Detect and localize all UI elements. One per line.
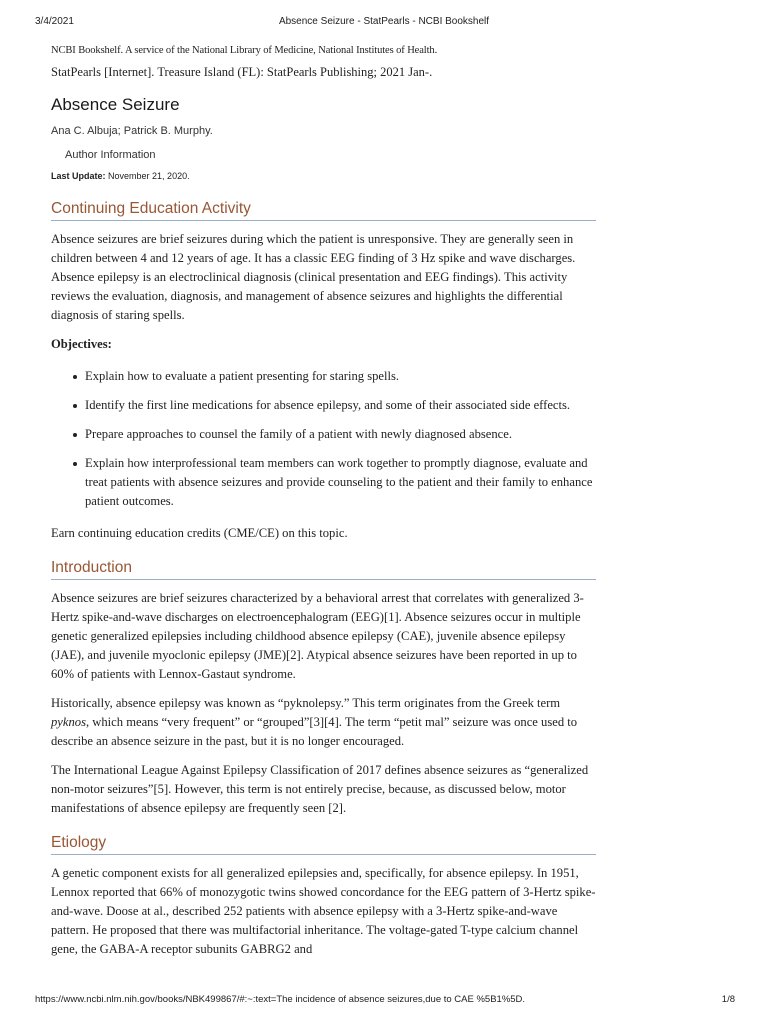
objectives-list bbox=[51, 367, 596, 511]
author-information-link[interactable]: Author Information bbox=[65, 149, 156, 161]
print-header bbox=[0, 16, 768, 30]
intro-paragraph-1: Absence seizures are brief seizures characterized by a behavioral arrest that correlates with generalized 3-Hertz spike-and-wave discharges on electroencephalogram (EEG)[1]. Absence seizures occur in multiple genetic generalized epilepsies including childhood absence epilepsy (CAE), juvenile absence epilepsy (JAE), and juvenile myoclonic epilepsy (JME)[2]. Atypical absence seizures have been reported in up to 60% of patients with Lennox-Gastaut syndrome. bbox=[51, 591, 584, 681]
document-content bbox=[51, 44, 596, 959]
intro-p2-end: , which means “very frequent” or “grouped”[3][4]. The term “petit mal” seizure was once used to describe an absence seizure in the past, but it is no longer encouraged. bbox=[51, 715, 578, 748]
citation-line: StatPearls [Internet]. Treasure Island (FL): StatPearls Publishing; 2021 Jan-. bbox=[51, 65, 433, 79]
section-heading-introduction: Introduction bbox=[51, 558, 596, 580]
last-update-date: November 21, 2020. bbox=[108, 171, 190, 181]
objective-item: Identify the first line medications for absence epilepsy, and some of their associated side effects. bbox=[51, 396, 596, 415]
objectives-label: Objectives: bbox=[51, 337, 112, 351]
greek-term: pyknos bbox=[51, 715, 86, 729]
objective-item: Prepare approaches to counsel the family of a patient with newly diagnosed absence. bbox=[51, 425, 596, 444]
intro-paragraph-3: The International League Against Epilepsy Classification of 2017 defines absence seizures as “generalized non-motor seizures”[5]. However, this term is not entirely precise, because, as discussed below, motor manifestations of absence epilepsy are frequently seen [2]. bbox=[51, 763, 589, 815]
authors: Ana C. Albuja; Patrick B. Murphy. bbox=[51, 125, 213, 137]
intro-paragraph-2 bbox=[51, 694, 596, 751]
last-update-label: Last Update: bbox=[51, 171, 106, 181]
cme-link[interactable]: Earn continuing education credits (CME/CE) on this topic. bbox=[51, 526, 348, 540]
objective-item: Explain how interprofessional team members can work together to promptly diagnose, evaluate and treat patients with absence seizures and provide counseling to the patient and their family to enhance patient outcomes. bbox=[51, 454, 596, 511]
section-heading-cea: Continuing Education Activity bbox=[51, 199, 596, 221]
objective-item: Explain how to evaluate a patient presenting for staring spells. bbox=[51, 367, 596, 386]
section-heading-etiology: Etiology bbox=[51, 833, 596, 855]
page-title: Absence Seizure bbox=[51, 95, 180, 114]
print-page-title: Absence Seizure - StatPearls - NCBI Bookshelf bbox=[278, 16, 490, 27]
cea-intro: Absence seizures are brief seizures during which the patient is unresponsive. They are generally seen in children between 4 and 12 years of age. It has a classic EEG finding of 3 Hz spike and wave discharges. Absence epilepsy is an electroclinical diagnosis (clinical presentation and EEG findings). This activity reviews the evaluation, diagnosis, and management of absence seizures and highlights the differential diagnosis of staring spells. bbox=[51, 232, 576, 322]
print-url: https://www.ncbi.nlm.nih.gov/books/NBK499867/#:~:text=The incidence of absence seizures,due to CAE %5B1%5D. bbox=[35, 994, 526, 1005]
last-update bbox=[51, 170, 596, 182]
print-date: 3/4/2021 bbox=[35, 16, 74, 27]
page-number: 1/8 bbox=[721, 994, 735, 1005]
etiology-paragraph-1: A genetic component exists for all generalized epilepsies and, specifically, for absence epilepsy. In 1951, Lennox reported that 66% of monozygotic twins showed concordance for the EEG pattern of 3-Hertz spike-and-wave. Doose at al., described 252 patients with absence epilepsy with a 3-Hertz spike-and-wave pattern. He proposed that there was multifactorial inheritance. The voltage-gated T-type calcium channel gene, the GABA-A receptor subunits GABRG2 and bbox=[51, 866, 596, 956]
ncbi-bookshelf-line: NCBI Bookshelf. A service of the National Library of Medicine, National Institutes of Health. bbox=[51, 45, 438, 56]
print-footer bbox=[0, 994, 768, 1008]
intro-p2-start: Historically, absence epilepsy was known as “pyknolepsy.” This term originates from the Greek term bbox=[51, 696, 561, 710]
